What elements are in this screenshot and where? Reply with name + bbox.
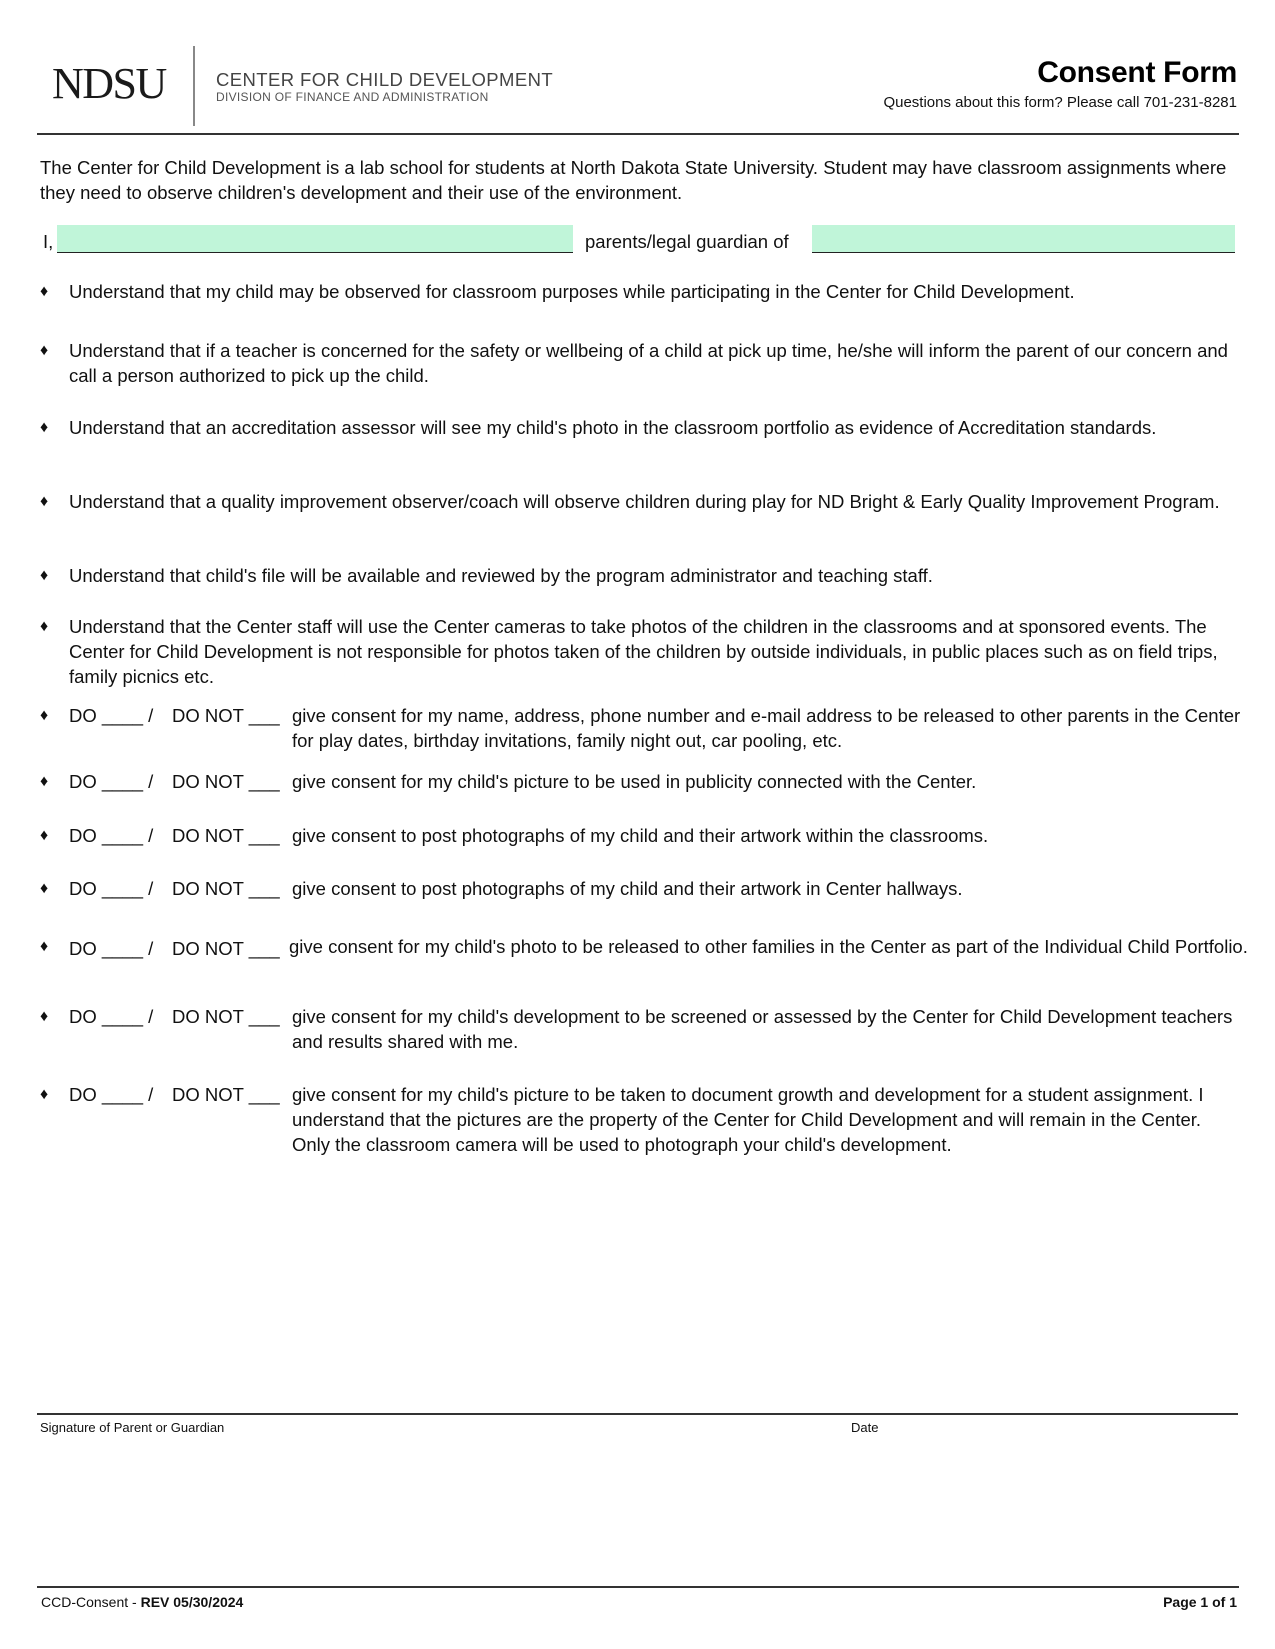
form-code-label: CCD-Consent - xyxy=(41,1594,141,1610)
parent-name-field[interactable] xyxy=(57,225,573,253)
bullet-icon: ♦ xyxy=(40,880,49,897)
bullet-icon: ♦ xyxy=(40,1008,49,1025)
consent-item: give consent to post photographs of my child and their artwork within the classrooms. xyxy=(292,825,989,846)
do-blank[interactable]: DO ____ / xyxy=(69,878,154,899)
org-name: CENTER FOR CHILD DEVELOPMENT xyxy=(216,69,554,90)
do-not-blank[interactable]: DO NOT ___ xyxy=(172,1084,280,1105)
do-not-blank[interactable]: DO NOT ___ xyxy=(172,938,280,959)
bullet-icon: ♦ xyxy=(40,283,49,300)
revision-label: REV 05/30/2024 xyxy=(140,1594,244,1610)
understand-item: Understand that the Center staff will use the Center cameras to take photos of the children in the classrooms and at sponsored events. The Center for Child Development is not responsible for photos taken of the children by outside individuals, in public places such as on field trips, family picnics etc. xyxy=(69,616,1218,687)
understand-item: Understand that if a teacher is concerned for the safety or wellbeing of a child at pick up time, he/she will inform the parent of our concern and call a person authorized to pick up the child. xyxy=(69,340,1228,386)
consent-item: give consent for my child's development to be screened or assessed by the Center for Child Development teachers and results shared with me. xyxy=(292,1006,1233,1052)
do-not-blank[interactable]: DO NOT ___ xyxy=(172,771,280,792)
bullet-icon: ♦ xyxy=(40,773,49,790)
do-blank[interactable]: DO ____ / xyxy=(69,1084,154,1105)
consent-item: give consent for my child's photo to be released to other families in the Center as part of the Individual Child Portfolio. xyxy=(289,936,1248,957)
logo-divider xyxy=(193,46,195,126)
header-rule xyxy=(37,133,1239,135)
bullet-icon: ♦ xyxy=(40,618,49,635)
bullet-icon: ♦ xyxy=(40,567,49,584)
form-code xyxy=(41,1594,243,1610)
signature-label: Signature of Parent or Guardian xyxy=(40,1420,225,1435)
do-not-blank[interactable]: DO NOT ___ xyxy=(172,878,280,899)
do-blank[interactable]: DO ____ / xyxy=(69,1006,154,1027)
understand-item: Understand that my child may be observed for classroom purposes while participating in the Center for Child Development. xyxy=(69,281,1075,302)
bullet-icon: ♦ xyxy=(40,707,49,724)
do-blank[interactable]: DO ____ / xyxy=(69,938,154,959)
page-number: Page 1 of 1 xyxy=(1163,1594,1237,1610)
consent-item: give consent for my name, address, phone number and e-mail address to be released to other parents in the Center for play dates, birthday invitations, family night out, car pooling, etc. xyxy=(292,705,1241,751)
signature-line[interactable] xyxy=(37,1413,1238,1415)
understand-item: Understand that an accreditation assessor will see my child's photo in the classroom portfolio as evidence of Accreditation standards. xyxy=(69,417,1157,438)
date-label: Date xyxy=(851,1420,879,1435)
do-not-blank[interactable]: DO NOT ___ xyxy=(172,1006,280,1027)
do-not-blank[interactable]: DO NOT ___ xyxy=(172,825,280,846)
bullet-icon: ♦ xyxy=(40,827,49,844)
do-blank[interactable]: DO ____ / xyxy=(69,771,154,792)
do-not-blank[interactable]: DO NOT ___ xyxy=(172,705,280,726)
understand-item: Understand that child's file will be available and reviewed by the program administrator and teaching staff. xyxy=(69,565,933,586)
consent-item: give consent to post photographs of my child and their artwork in Center hallways. xyxy=(292,878,963,899)
bullet-icon: ♦ xyxy=(40,419,49,436)
contact-line: Questions about this form? Please call 701-231-8281 xyxy=(883,94,1237,111)
child-name-field[interactable] xyxy=(812,225,1235,253)
bullet-icon: ♦ xyxy=(40,1086,49,1103)
consent-item: give consent for my child's picture to be taken to document growth and development for a student assignment. I understand that the pictures are the property of the Center for Child Development and will remain in the Center. Only the classroom camera will be used to photograph your child's development. xyxy=(292,1084,1204,1155)
bullet-icon: ♦ xyxy=(40,938,49,955)
ndsu-logo: NDSU xyxy=(52,59,166,108)
consent-item: give consent for my child's picture to be used in publicity connected with the Center. xyxy=(292,771,977,792)
footer-rule xyxy=(37,1586,1239,1588)
guardian-of-label: parents/legal guardian of xyxy=(585,231,789,252)
do-blank[interactable]: DO ____ / xyxy=(69,825,154,846)
division-name: DIVISION OF FINANCE AND ADMINISTRATION xyxy=(216,90,489,104)
intro-paragraph: The Center for Child Development is a lab school for students at North Dakota State University. Student may have classroom assignments where they need to observe children's development and their use of the environment. xyxy=(40,157,1227,203)
page-title: Consent Form xyxy=(1037,56,1237,89)
bullet-icon: ♦ xyxy=(40,493,49,510)
understand-item: Understand that a quality improvement observer/coach will observe children during play for ND Bright & Early Quality Improvement Program. xyxy=(69,491,1220,512)
parent-prefix: I, xyxy=(43,231,54,252)
do-blank[interactable]: DO ____ / xyxy=(69,705,154,726)
bullet-icon: ♦ xyxy=(40,342,49,359)
